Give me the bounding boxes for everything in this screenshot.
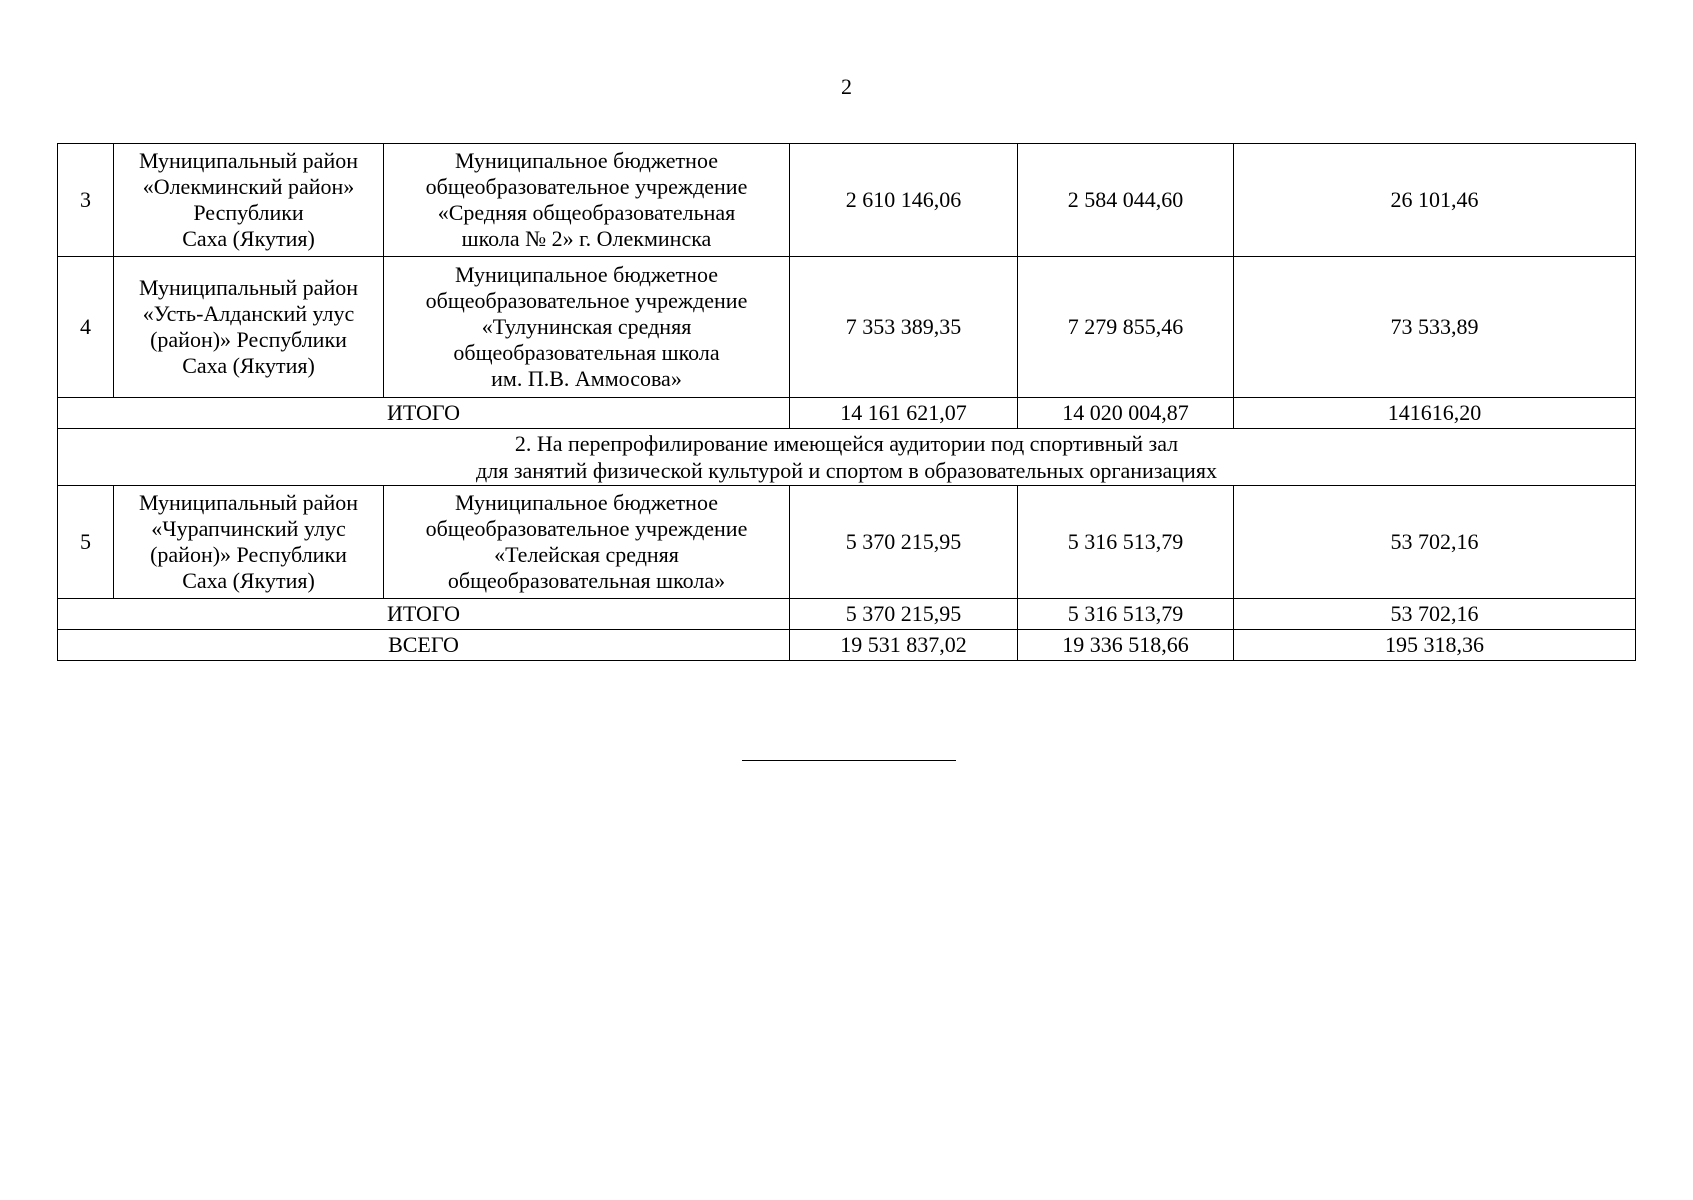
institution-line: «Телейская средняя [494,542,679,567]
district-line: Саха (Якутия) [182,353,315,378]
district-line: (район)» Республики [150,542,347,567]
district-line: Саха (Якутия) [182,568,315,593]
grand-total-federal: 19 336 518,66 [1018,630,1234,661]
institution-line: «Средняя общеобразовательная [437,200,736,225]
federal-amount: 7 279 855,46 [1018,257,1234,398]
page-number: 2 [841,74,852,99]
district-cell [114,144,384,257]
table-row [58,486,1636,599]
subtotal-regional: 141616,20 [1234,398,1636,429]
district-line: (район)» Республики [150,327,347,352]
row-number: 5 [58,486,114,599]
district-line: Муниципальный район [139,275,358,300]
table-row [58,144,1636,257]
subtotal-total: 5 370 215,95 [790,599,1018,630]
section-header-row [58,429,1636,486]
section-header [58,429,1636,486]
grand-total-total: 19 531 837,02 [790,630,1018,661]
subtotal-row [58,398,1636,429]
district-line: Муниципальный район [139,148,358,173]
institution-line: школа № 2» г. Олекминска [461,226,712,251]
district-cell [114,486,384,599]
institution-line: «Тулунинская средняя [481,314,692,339]
institution-line: Муниципальное бюджетное [455,490,718,515]
regional-amount: 73 533,89 [1234,257,1636,398]
institution-cell [384,144,790,257]
document-end-rule [742,760,956,761]
subtotal-regional: 53 702,16 [1234,599,1636,630]
row-number: 4 [58,257,114,398]
institution-cell [384,257,790,398]
total-amount: 2 610 146,06 [790,144,1018,257]
institution-line: Муниципальное бюджетное [455,148,718,173]
federal-amount: 2 584 044,60 [1018,144,1234,257]
grand-total-row [58,630,1636,661]
funding-table [57,143,1636,661]
district-line: «Олекминский район» [142,174,355,199]
institution-line: общеобразовательное учреждение [425,288,748,313]
section-title-line: 2. На перепрофилирование имеющейся аудитории под спортивный зал [514,430,1179,456]
institution-line: общеобразовательная школа» [447,568,726,593]
subtotal-federal: 14 020 004,87 [1018,398,1234,429]
subtotal-federal: 5 316 513,79 [1018,599,1234,630]
district-line: «Усть-Алданский улус [142,301,355,326]
district-line: Муниципальный район [139,490,358,515]
subtotal-label: ИТОГО [58,599,790,630]
institution-line: общеобразовательное учреждение [425,516,748,541]
grand-total-label: ВСЕГО [58,630,790,661]
institution-line: Муниципальное бюджетное [455,262,718,287]
row-number: 3 [58,144,114,257]
regional-amount: 26 101,46 [1234,144,1636,257]
subtotal-label: ИТОГО [58,398,790,429]
total-amount: 7 353 389,35 [790,257,1018,398]
total-amount: 5 370 215,95 [790,486,1018,599]
district-line: Саха (Якутия) [182,226,315,251]
district-line: «Чурапчинский улус [151,516,346,541]
table-row [58,257,1636,398]
institution-line: им. П.В. Аммосова» [491,366,682,391]
subtotal-total: 14 161 621,07 [790,398,1018,429]
subtotal-row [58,599,1636,630]
grand-total-regional: 195 318,36 [1234,630,1636,661]
section-title-line: для занятий физической культурой и спортом в образовательных организациях [476,458,1217,483]
institution-line: общеобразовательная школа [453,340,720,365]
regional-amount: 53 702,16 [1234,486,1636,599]
institution-line: общеобразовательное учреждение [425,174,748,199]
institution-cell [384,486,790,599]
district-cell [114,257,384,398]
district-line: Республики [193,200,304,225]
federal-amount: 5 316 513,79 [1018,486,1234,599]
